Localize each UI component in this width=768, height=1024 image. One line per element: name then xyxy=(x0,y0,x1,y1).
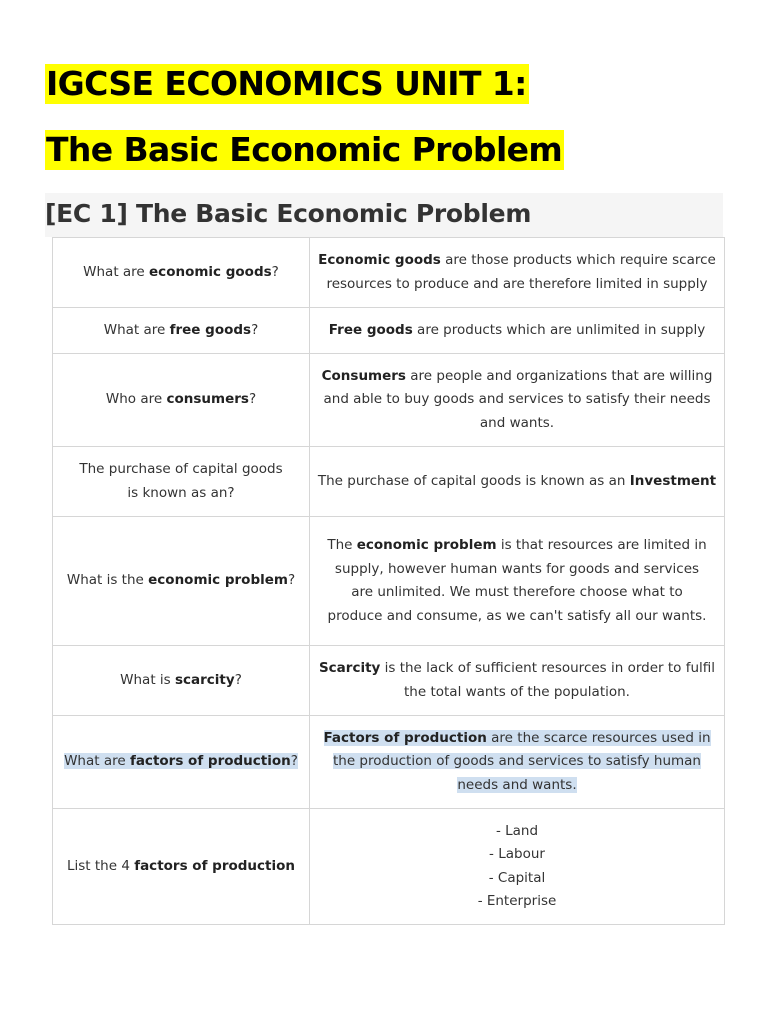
question-text: What are xyxy=(103,321,170,338)
question-text: ? xyxy=(271,263,279,280)
answer-cell xyxy=(310,238,725,308)
question-text: The purchase of capital goods is known as an? xyxy=(79,461,283,501)
table-row xyxy=(53,646,725,716)
answer-text: are people and organizations that are willing and able to buy goods and services to satisfy their needs and wants. xyxy=(323,367,713,431)
question-text: What are xyxy=(64,753,130,770)
question-cell xyxy=(53,308,310,354)
question-text: What is xyxy=(120,671,175,688)
question-cell xyxy=(53,447,310,517)
answer-cell xyxy=(310,308,725,354)
question-keyword: free goods xyxy=(169,321,252,338)
answer-cell xyxy=(310,809,725,925)
selected-text[interactable] xyxy=(324,730,711,793)
list-item: - Enterprise xyxy=(477,893,557,909)
table-row xyxy=(53,308,725,354)
list-item: - Capital xyxy=(488,869,546,886)
question-text: ? xyxy=(234,671,242,688)
selected-text[interactable] xyxy=(64,753,298,769)
question-keyword: scarcity xyxy=(174,671,235,688)
question-keyword: factors of production xyxy=(129,753,291,770)
answer-cell xyxy=(310,517,725,646)
question-cell xyxy=(53,809,310,925)
answer-keyword: Free goods xyxy=(328,321,413,338)
answer-cell xyxy=(310,716,725,809)
table-row xyxy=(53,809,725,925)
list-item: - Land xyxy=(495,822,539,839)
section-heading: [EC 1] The Basic Economic Problem xyxy=(45,199,532,228)
question-keyword: economic problem xyxy=(148,572,288,589)
answer-keyword: Factors of production xyxy=(323,729,487,746)
table-row xyxy=(53,447,725,517)
question-text: ? xyxy=(287,572,296,589)
answer-cell xyxy=(310,447,725,517)
question-keyword: factors of production xyxy=(134,857,295,874)
question-text: ? xyxy=(248,391,257,408)
answer-text: The xyxy=(327,537,357,553)
page-title: IGCSE ECONOMICS UNIT 1: xyxy=(46,64,527,103)
question-text: List the 4 xyxy=(66,857,135,874)
question-keyword: consumers xyxy=(166,391,249,408)
answer-keyword: Investment xyxy=(629,472,717,489)
question-text: What is the xyxy=(66,572,149,589)
question-cell xyxy=(53,646,310,716)
table-row xyxy=(53,238,725,308)
question-cell xyxy=(53,716,310,809)
question-cell xyxy=(53,517,310,646)
answer-cell xyxy=(310,354,725,447)
answer-keyword: Consumers xyxy=(321,367,406,384)
question-text: What are xyxy=(83,263,150,280)
question-keyword: economic goods xyxy=(149,263,272,280)
answer-keyword: Scarcity xyxy=(318,660,381,676)
section-header xyxy=(45,193,723,237)
answer-text: is the lack of sufficient resources in order to fulfil the total wants of the population. xyxy=(380,660,716,700)
table-row xyxy=(53,716,725,809)
answer-keyword: economic problem xyxy=(356,537,497,553)
question-text: ? xyxy=(251,321,259,338)
answer-cell xyxy=(310,646,725,716)
answer-text: The purchase of capital goods is known as an xyxy=(317,472,630,489)
table-row xyxy=(53,517,725,646)
answer-keyword: Economic goods xyxy=(318,252,441,268)
qa-table xyxy=(52,237,725,925)
list-item: - Labour xyxy=(489,846,545,862)
page-subtitle: The Basic Economic Problem xyxy=(46,130,563,169)
table-row xyxy=(53,354,725,447)
question-text: ? xyxy=(290,753,298,770)
question-text: Who are xyxy=(105,391,167,408)
question-cell xyxy=(53,238,310,308)
answer-text: are products which are unlimited in supply xyxy=(412,321,706,338)
answer-text: are the scarce resources used in the production of goods and services to satisfy human needs and wants. xyxy=(332,729,711,793)
answer-text: are those products which require scarce resources to produce and are therefore limited in supply xyxy=(326,252,716,292)
question-cell xyxy=(53,354,310,447)
answer-text: is that resources are limited in supply, however human wants for goods and services are unlimited. We must therefore choose what to produce and consume, as we can't satisfy all our wants. xyxy=(327,537,707,624)
